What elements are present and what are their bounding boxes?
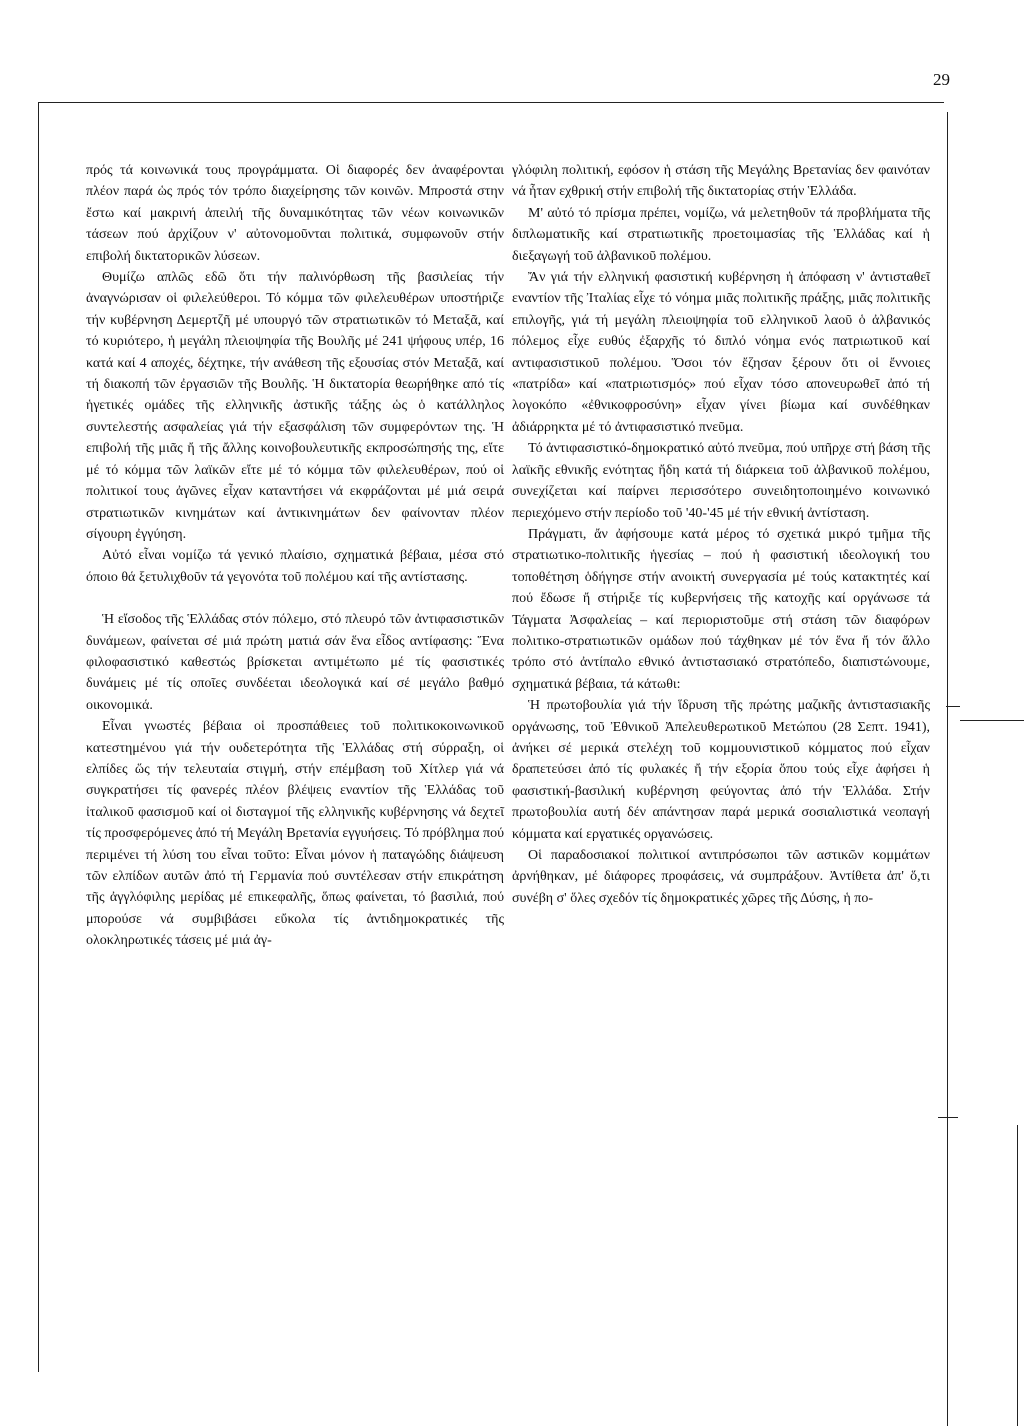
paragraph: Αὐτό εἶναι νομίζω τά γενικό πλαίσιο, σχηματικά βέβαια, μέσα στό όποιο θά ξετυλιχθοῦν τά γεγονότα τοῦ πολέμου καί τῆς αντίστασης. xyxy=(86,548,504,585)
paragraph: Τό ἀντιφασιστικό-δημοκρατικό αὐτό πνεῦμα, πού υπῆρχε στή βάση τῆς λαϊκῆς εθνικῆς ενότητας ἤδη κατά τή διάρκεια τοῦ ἀλβανικοῦ πολέμου, συνεχίζεται καί παίρνει περισσότερο συνειδητοποιημένο κοινωνικό περιεχόμενο στήν περίοδο τοῦ '40-'45 μέ τήν εθνική ἀντίσταση. xyxy=(512,441,930,521)
paragraph: Οἱ παραδοσιακοί πολιτικοί αντιπρόσωποι τῶν αστικῶν κομμάτων ἀρνήθηκαν, μέ διάφορες προφάσεις, νά συμπράξουν. Ἀντίθετα ἀπ' ὅ,τι συνέβη σ' ὅλες σχεδόν τίς δημοκρατικές χῶρες τῆς Δύσης, ἡ πο- xyxy=(512,848,930,906)
paragraph: Ἡ πρωτοβουλία γιά τήν ἵδρυση τῆς πρώτης μαζικῆς ἀντιστασιακῆς οργάνωσης, τοῦ Ἐθνικοῦ Ἀπελευθερωτικοῦ Μετώπου (28 Σεπτ. 1941), ἀνήκει σέ μερικά στελέχη τοῦ κομμουνιστικοῦ κόμματος πού εἶχαν δραπετεύσει ἀπό τίς φυλακές ἤ τήν εξορία ὅπου τούς εἶχε ἀφήσει ἡ φασιστική-βασιλική κυβέρνηση φεύγοντας ἀπό τήν Ἑλλάδα. Στήν πρωτοβουλία αυτή δέν απάντησαν παρά μερικά σοσιαλιστικά νεοπαγή κόμματα καί εργατικές οργανώσεις. xyxy=(512,698,930,842)
paragraph: Ἄν γιά τήν ελληνική φασιστική κυβέρνηση ἡ ἀπόφαση ν' ἀντισταθεῖ εναντίον τῆς Ἰταλίας εἶχε τό νόημα μιᾶς πολιτικῆς πράξης, μιᾶς πολιτικῆς επιλογῆς, γιά τή μεγάλη πλειοψηφία τοῦ ελληνικοῦ λαοῦ ὁ ἀλβανικός πόλεμος εἶχε ευθύς ἐξαρχῆς τό διπλό νόημα ενός πατριωτικοῦ καί αντιφασιστικοῦ πολέμου. Ὅσοι τόν ἔζησαν ξέρουν ὅτι οἱ ἔννοιες «πατρίδα» καί «πατριωτισμός» πού εἶχαν τόσο απονευρωθεῖ ἀπό τή λογοκόπο «ἐθνικοφροσύνη» εἶχαν γίνει βίωμα καί συνδέθηκαν ἀδιάρρηκτα μέ τό ἀντιφασιστικό πνεῦμα. xyxy=(512,270,930,435)
paragraph: Ἡ εἴσοδος τῆς Ἑλλάδας στόν πόλεμο, στό πλευρό τῶν ἀντιφασιστικῶν δυνάμεων, φαίνεται σέ μιά πρώτη ματιά σάν ἕνα εἶδος αντίφασης: Ἕνα φιλοφασιστικό καθεστώς βρίσκεται αντιμέτωπο μέ τίς φασιστικές δυνάμεις μέ τίς οποῖες συνδέεται ιδεολογικά καί σέ μεγάλο βαθμό οικονομικά. xyxy=(86,612,504,713)
right-column xyxy=(512,160,930,909)
margin-horizontal-rule xyxy=(960,720,1024,721)
paragraph: Θυμίζω απλῶς εδῶ ὅτι τήν παλινόρθωση τῆς βασιλείας τήν ἀναγνώρισαν οἱ φιλελεύθεροι. Τό κόμμα τῶν φιλελευθέρων υποστήριζε τήν κυβέρνηση Δεμερτζῆ μέ υπουργό τῶν στρατιωτικῶν τό Μεταξᾶ, καί τό κυριότερο, ἡ μεγάλη πλειοψηφία τῆς Βουλῆς μέ 241 ψήφους υπέρ, 16 κατά καί 4 αποχές, δέχτηκε, τήν ανάθεση τῆς εξουσίας στόν Μεταξᾶ, καί τή διακοπή τῶν ἐργασιῶν τῆς Βουλῆς. Ἡ δικτατορία θεωρήθηκε από τίς ἡγετικές ομάδες τῆς ελληνικῆς ἀστικῆς τάξης ὡς ὁ κατάλληλος συντελεστής ασφαλείας γιά τήν εξασφάλιση τῶν συμφερόντων της. Ἡ επιβολή τῆς μιᾶς ἤ τῆς ἄλλης κοινοβουλευτικῆς εκπροσώπησής της, εἴτε μέ τό κόμμα τῶν λαϊκῶν εἴτε μέ τό κόμμα τῶν φιλελευθέρων, πού οἱ πολιτικοί τους ἀγῶνες εἶχαν καταντήσει νά εκφράζονται μέ μιά σειρά στρατιωτικῶν κινημάτων καί ἀντικινημάτων δεν φαίνονταν πλέον σίγουρη ἐγγύηση. xyxy=(86,270,504,542)
page-number: 29 xyxy=(933,70,950,89)
crop-mark xyxy=(938,1117,958,1118)
paragraph: πρός τά κοινωνικά τους προγράμματα. Οἱ διαφορές δεν ἀναφέρονται πλέον παρά ὡς πρός τόν τρόπο διαχείρησης τῶν κοινῶν. Μπροστά στην ἔστω καί μακρινή ἀπειλή τῆς δυναμικότητας τῶν νέων κοινωνικῶν τάσεων πού ἀρχίζουν ν' αὐτονομοῦνται πολιτικά, συμφωνοῦν στήν επιβολή δικτατορικῶν λύσεων. xyxy=(86,163,504,264)
paragraph: Μ' αὐτό τό πρίσμα πρέπει, νομίζω, νά μελετηθοῦν τά προβλήματα τῆς διπλωματικῆς καί στρατιωτικῆς προετοιμασίας τῆς Ἑλλάδας καί ἡ διεξαγωγή τοῦ ἀλβανικοῦ πολέμου. xyxy=(512,205,930,264)
margin-vertical-rule xyxy=(1017,1125,1018,1426)
left-column xyxy=(86,160,504,952)
paragraph: Πράγματι, ἄν ἀφήσουμε κατά μέρος τό σχετικά μικρό τμῆμα τῆς στρατιωτικο-πολιτικῆς ἡγεσίας – πού ἡ φασιστική ιδεολογική του τοποθέτηση ὁδήγησε στήν ανοικτή συνεργασία μέ τούς κατακτητές καί πού ἔδωσε ἤ στήριξε τίς κυβερνήσεις τῆς κατοχῆς καί οργάνωσε τά Τάγματα Ἀσφαλείας – καί περιοριστοῦμε στή στάση τῶν διαφόρων πολιτικο-στρατιωτικῶν ομάδων πού τάχθηκαν μέ τόν ἕνα ἤ τόν ἄλλο τρόπο στό ἀντίπαλο εθνικό ἀντιστασιακό στρατόπεδο, διαπιστώνουμε, σχηματικά βέβαια, τά κάτωθι: xyxy=(512,526,930,692)
frame-right-rule xyxy=(947,112,948,1426)
margin-tick-rule xyxy=(946,706,960,707)
paragraph: Εἶναι γνωστές βέβαια οἱ προσπάθειες τοῦ πολιτικοκοινωνικοῦ κατεστημένου γιά τήν ουδετερότητα τῆς Ἑλλάδας στή σύρραξη, οἱ ελπίδες ὥς τήν τελευταία στιγμή, στήν επέμβαση τοῦ Χίτλερ γιά νά συγκρατήσει τίς φανερές πλέον βλέψεις εναντίον τῆς Ἑλλάδας τοῦ ἰταλικοῦ φασισμοῦ καί οἱ δισταγμοί τῆς ελληνικῆς κυβέρνησης νά δεχτεῖ τίς προσφερόμενες ἀπό τή Μεγάλη Βρετανία εγγυήσεις. Τό πρόβλημα πού περιμένει τή λύση του εἶναι τοῦτο: Εἶναι μόνον ἡ παταγώδης διάψευση τῶν ελπίδων αυτῶν ἀπό τή Γερμανία πού συντέλεσαν στήν επικράτηση τῆς ἀγγλόφιλης μερίδας μέ επικεφαλῆς, ὅπως φαίνεται, τό βασιλιά, πού μπορούσε νά συμβιβάσει εὔκολα τίς ἀντιδημοκρατικές τῆς ολοκληρωτικές τάσεις μέ μιά ἀγ- xyxy=(86,719,504,949)
paragraph: γλόφιλη πολιτική, εφόσον ἡ στάση τῆς Μεγάλης Βρετανίας δεν φαινόταν νά ἦταν εχθρική στήν επιβολή τῆς δικτατορίας στήν Ἑλλάδα. xyxy=(512,163,930,200)
frame-left-rule xyxy=(38,102,39,1372)
frame-top-rule xyxy=(38,102,944,103)
